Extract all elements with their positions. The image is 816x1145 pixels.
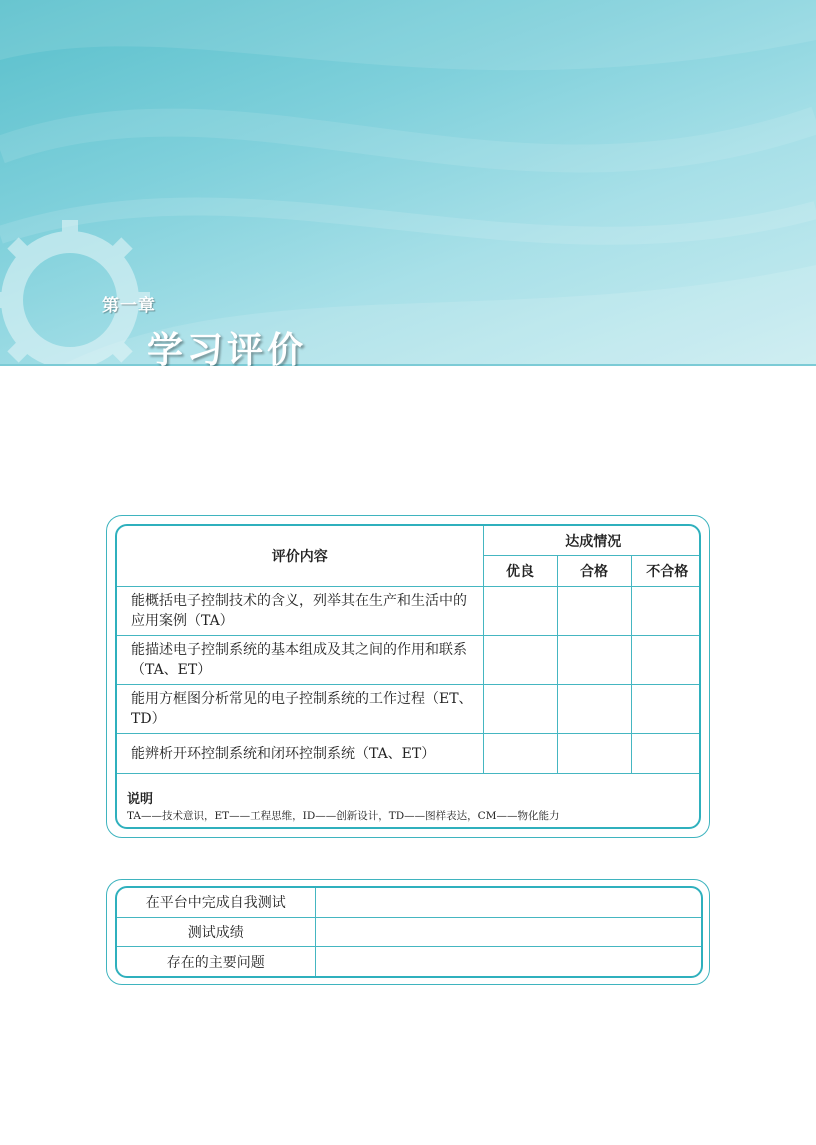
rating-cell[interactable]: [557, 734, 631, 774]
chapter-banner: [0, 0, 816, 366]
level-pass-header: 合格: [557, 556, 631, 587]
table-row: [117, 917, 701, 947]
level-fail-header: 不合格: [631, 556, 701, 587]
page-title: 学习评价: [147, 330, 308, 366]
table-row: [117, 636, 701, 685]
evaluation-table-frame: [106, 515, 710, 838]
table-row: [117, 947, 701, 976]
status-header: 达成情况: [483, 526, 701, 556]
rating-cell[interactable]: [557, 636, 631, 685]
self-test-table-container: [115, 886, 703, 978]
main-problems-value-cell[interactable]: [315, 947, 701, 976]
test-score-label: 测试成绩: [117, 917, 315, 947]
rating-cell[interactable]: [631, 587, 701, 636]
chapter-label: 第一章: [102, 296, 156, 316]
self-test-label: 在平台中完成自我测试: [117, 888, 315, 917]
rating-cell[interactable]: [483, 685, 557, 734]
criterion-text: 能辨析开环控制系统和闭环控制系统（TA、ET）: [117, 734, 483, 774]
rating-cell[interactable]: [631, 636, 701, 685]
table-row: [117, 587, 701, 636]
rating-cell[interactable]: [631, 734, 701, 774]
self-test-table-frame: [106, 879, 710, 985]
note-section: [117, 774, 701, 830]
content-header: 评价内容: [117, 526, 483, 587]
test-score-value-cell[interactable]: [315, 917, 701, 947]
evaluation-table: [117, 526, 701, 829]
table-row: [117, 888, 701, 917]
table-row: [117, 685, 701, 734]
rating-cell[interactable]: [557, 685, 631, 734]
banner-divider: [0, 364, 816, 366]
rating-cell[interactable]: [557, 587, 631, 636]
rating-cell[interactable]: [483, 587, 557, 636]
rating-cell[interactable]: [631, 685, 701, 734]
criterion-text: 能描述电子控制系统的基本组成及其之间的作用和联系（TA、ET）: [117, 636, 483, 685]
note-text: TA——技术意识，ET——工程思维，ID——创新设计，TD——图样表达，CM——物化能力: [127, 810, 560, 822]
criterion-text: 能用方框图分析常见的电子控制系统的工作过程（ET、TD）: [117, 685, 483, 734]
self-test-value-cell[interactable]: [315, 888, 701, 917]
self-test-table: [117, 888, 701, 976]
rating-cell[interactable]: [483, 734, 557, 774]
evaluation-table-container: [115, 524, 701, 829]
table-row: [117, 734, 701, 774]
level-excellent-header: 优良: [483, 556, 557, 587]
criterion-text: 能概括电子控制技术的含义，列举其在生产和生活中的应用案例（TA）: [117, 587, 483, 636]
note-title: 说明: [127, 792, 154, 807]
rating-cell[interactable]: [483, 636, 557, 685]
main-problems-label: 存在的主要问题: [117, 947, 315, 976]
